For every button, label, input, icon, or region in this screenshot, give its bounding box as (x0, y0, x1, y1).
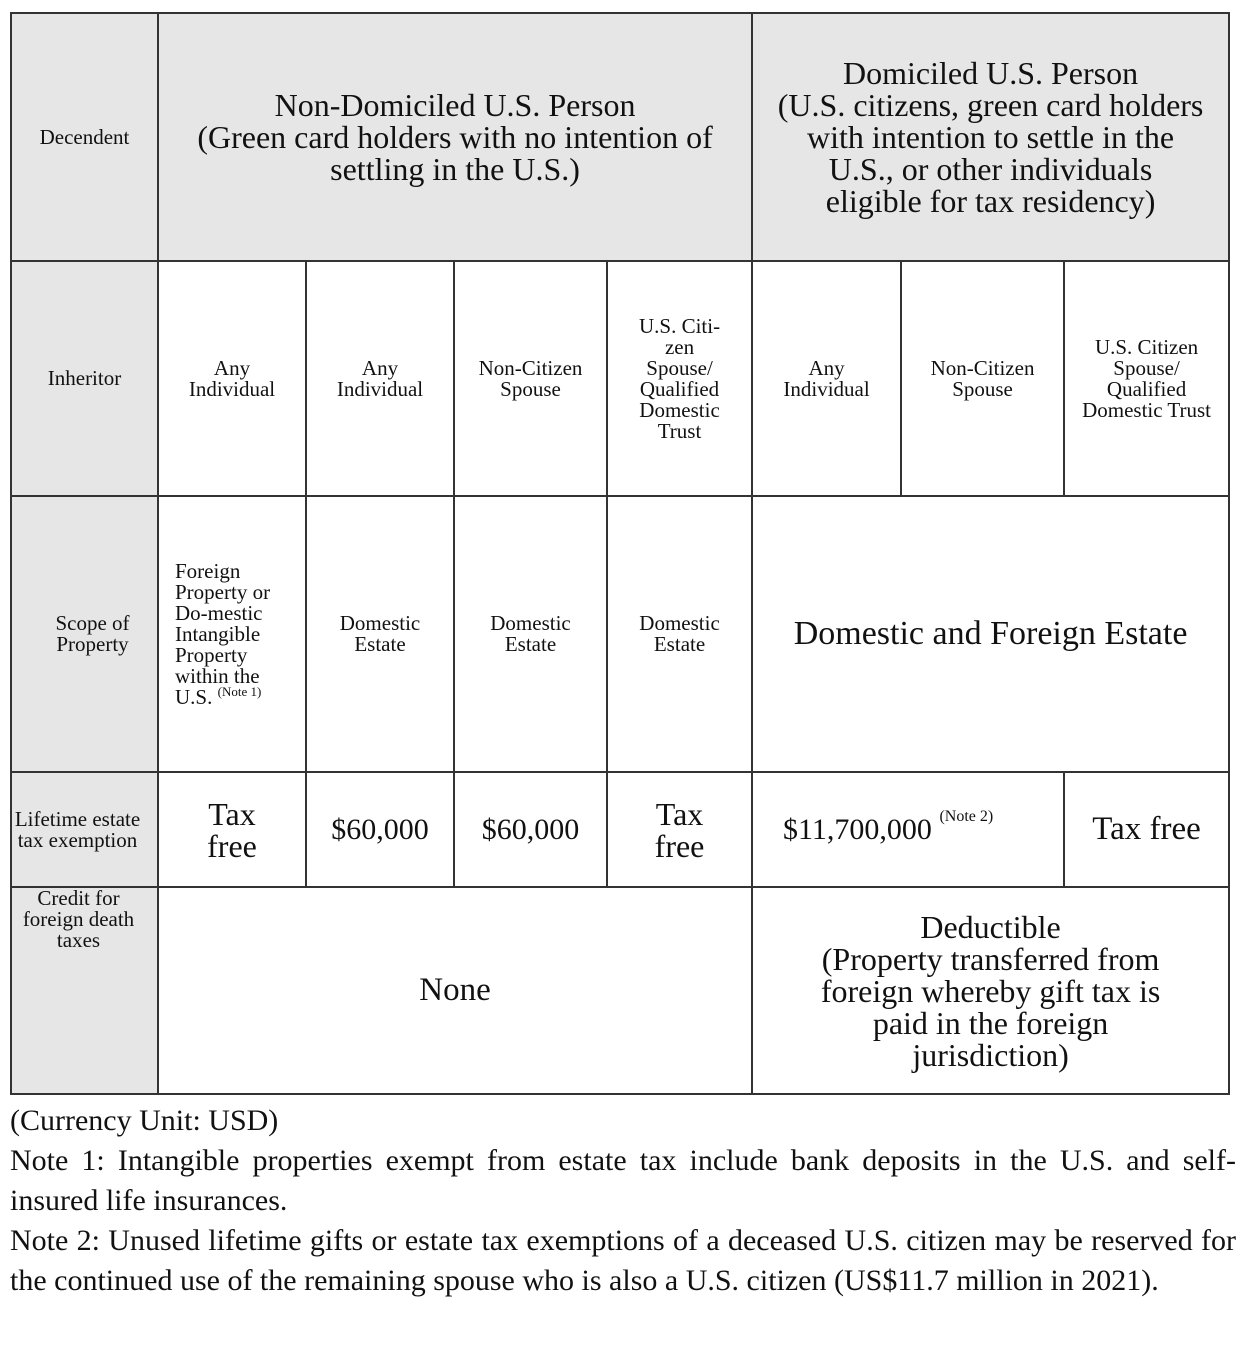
scope-note-1: (Note 1) (217, 683, 262, 699)
notes (10, 1101, 1236, 1301)
scope-nd-2: Domestic Estate (306, 496, 454, 772)
scope-label: Scope of Property (11, 496, 158, 772)
exemption-amount: $11,700,000 (783, 812, 932, 846)
inheritor-row (11, 261, 1229, 496)
domiciled-title: Domiciled U.S. Person (843, 55, 1139, 91)
credit-detail: (Property transferred from foreign whereby gift tax is paid in the foreign jurisdiction) (820, 940, 1161, 1073)
exemption-d-last: Tax free (1064, 772, 1229, 887)
estate-tax-table (10, 12, 1230, 1095)
inheritor-d-1: Any Individual (752, 261, 901, 496)
note-2: Note 2: Unused lifetime gifts or estate tax exemptions of a deceased U.S. citizen may be reserved for the continued use of the remaining spouse who is also a U.S. citizen (US$11.7 million in 2021). (10, 1224, 1236, 1297)
credit-row (11, 887, 1229, 1094)
exemption-note-2: (Note 2) (939, 807, 994, 825)
non-domiciled-subtitle: (Green card holders with no intention of settling in the U.S.) (197, 119, 713, 187)
currency-note: (Currency Unit: USD) (10, 1104, 279, 1137)
domiciled-header (752, 13, 1229, 261)
decedent-label: Decendent (11, 13, 158, 261)
exemption-nd-4: Tax free (607, 772, 752, 887)
scope-domiciled: Domestic and Foreign Estate (752, 496, 1229, 772)
scope-nd-1-text: Foreign Property or Do-mestic Intangible Property within the U.S. (175, 558, 271, 709)
scope-row (11, 496, 1229, 772)
inheritor-d-2: Non-Citizen Spouse (901, 261, 1064, 496)
exemption-row (11, 772, 1229, 887)
credit-label: Credit for foreign death taxes (11, 887, 158, 1094)
exemption-nd-3: $60,000 (454, 772, 607, 887)
domiciled-subtitle: (U.S. citizens, green card holders with intention to settle in the U.S., or other individuals eligible for tax residency) (777, 87, 1204, 219)
inheritor-d-3: U.S. Citizen Spouse/ Qualified Domestic Trust (1064, 261, 1229, 496)
credit-non-domiciled: None (158, 887, 752, 1094)
inheritor-nd-2: Any Individual (306, 261, 454, 496)
credit-title: Deductible (920, 908, 1061, 945)
note-1: Note 1: Intangible properties exempt from estate tax include bank deposits in the U.S. and self-insured life insurances. (10, 1144, 1236, 1217)
exemption-nd-1: Tax free (158, 772, 306, 887)
inheritor-nd-1: Any Individual (158, 261, 306, 496)
inheritor-label: Inheritor (11, 261, 158, 496)
decedent-row (11, 13, 1229, 261)
inheritor-nd-4: U.S. Citi-zen Spouse/ Qualified Domestic Trust (607, 261, 752, 496)
inheritor-nd-3: Non-Citizen Spouse (454, 261, 607, 496)
credit-domiciled (752, 887, 1229, 1094)
scope-nd-1 (158, 496, 306, 772)
non-domiciled-title: Non-Domiciled U.S. Person (274, 87, 636, 123)
exemption-nd-2: $60,000 (306, 772, 454, 887)
non-domiciled-header (158, 13, 752, 261)
exemption-label: Lifetime estate tax exemption (11, 772, 158, 887)
scope-nd-4: Domestic Estate (607, 496, 752, 772)
exemption-domiciled (752, 772, 1064, 887)
scope-nd-3: Domestic Estate (454, 496, 607, 772)
